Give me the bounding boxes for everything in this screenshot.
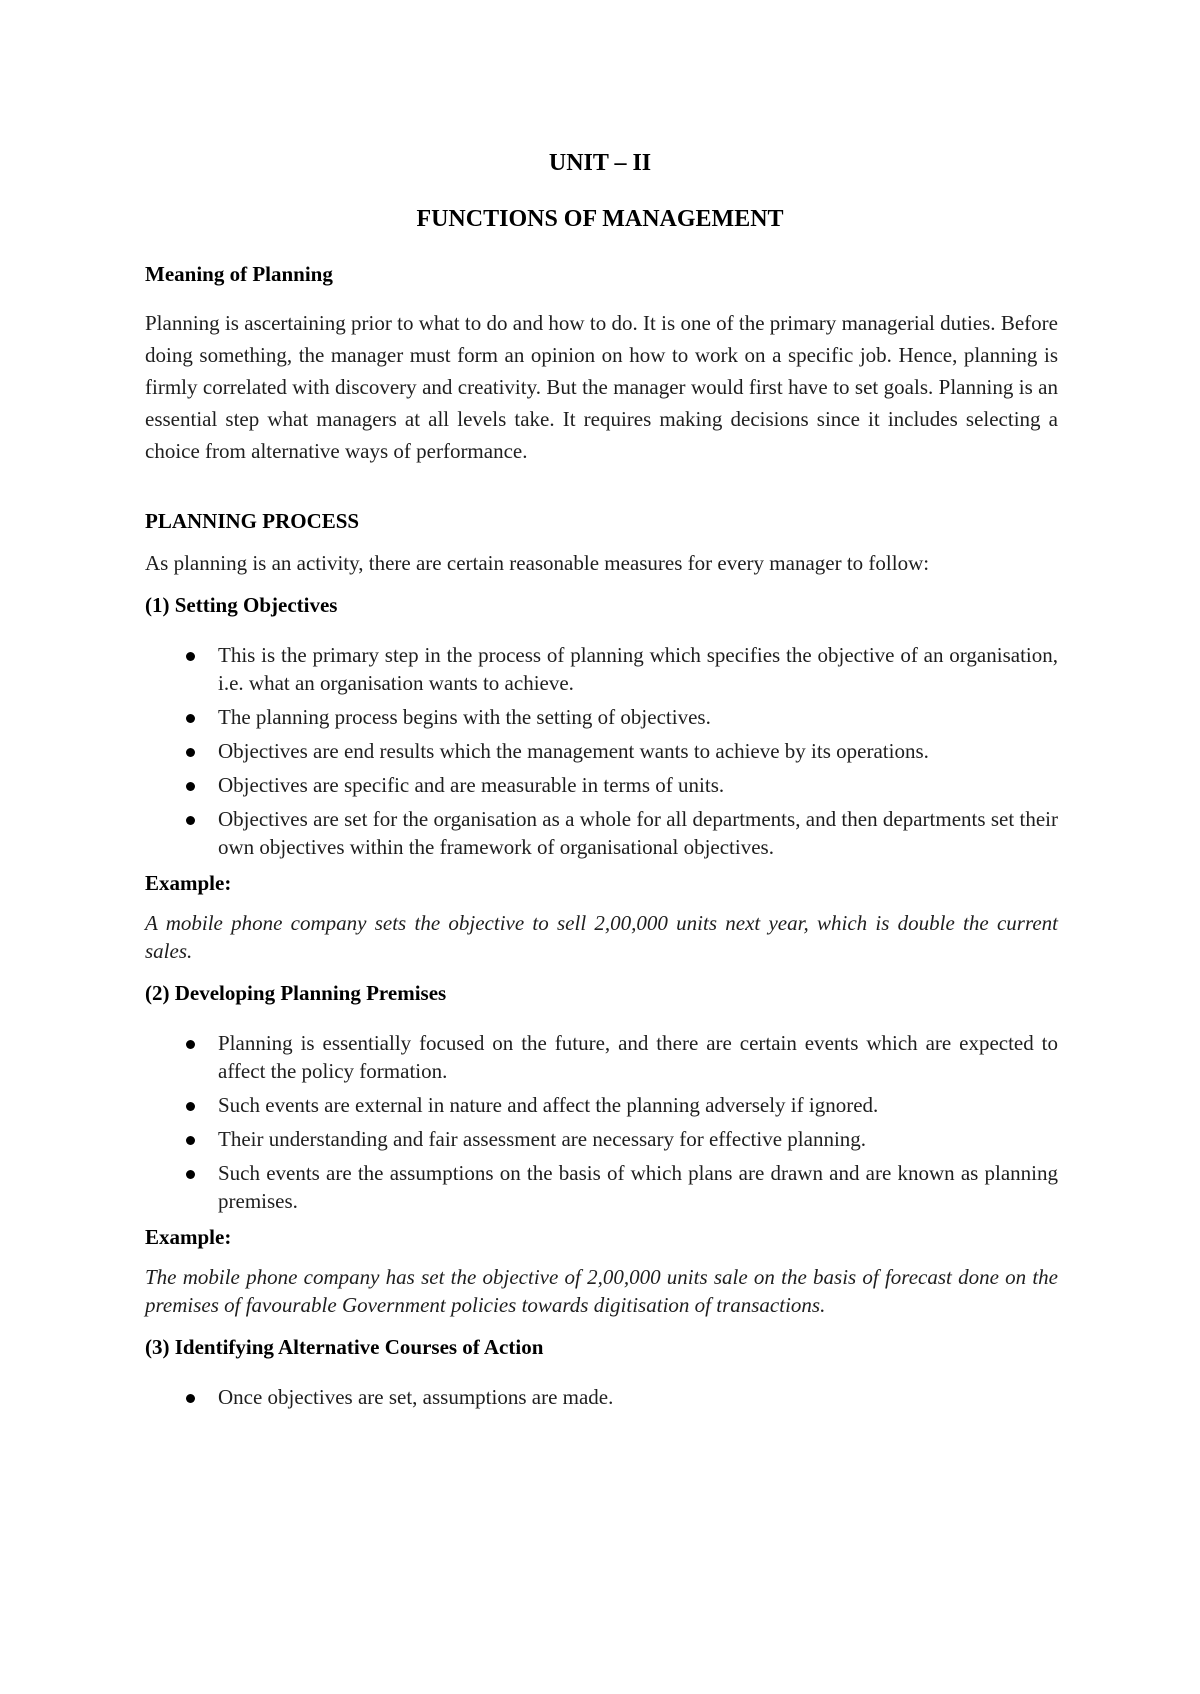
bullet-icon	[186, 1136, 195, 1145]
bullet-icon	[186, 652, 195, 661]
bullet-icon	[186, 748, 195, 757]
bullet-icon	[186, 714, 195, 723]
list-item-text: Planning is essentially focused on the future, and there are certain events which are expected to affect the policy formation.	[218, 1031, 1058, 1083]
list-item-text: Objectives are specific and are measurable in terms of units.	[218, 773, 725, 797]
step1-example-label: Example:	[145, 871, 232, 895]
meaning-paragraph: Planning is ascertaining prior to what to do and how to do. It is one of the primary managerial duties. Before doing something, the manager must form an opinion on how to work on a specific job. Hence, planning is firmly correlated with discovery and creativity. But the manager would first have to set goals. Planning is an essential step what managers at all levels take. It requires making decisions since it includes selecting a choice from alternative ways of performance.	[145, 311, 1058, 463]
document-body	[145, 260, 1058, 1411]
list-item	[145, 1125, 1058, 1153]
bullet-icon	[186, 1170, 195, 1179]
planning-process-intro: As planning is an activity, there are certain reasonable measures for every manager to follow:	[145, 551, 930, 575]
bullet-icon	[186, 1040, 195, 1049]
list-item	[145, 703, 1058, 731]
step1-example-text: A mobile phone company sets the objective to sell 2,00,000 units next year, which is double the current sales.	[145, 911, 1058, 963]
list-item	[145, 1091, 1058, 1119]
list-item-text: Objectives are end results which the management wants to achieve by its operations.	[218, 739, 929, 763]
bullet-icon	[186, 816, 195, 825]
list-item	[145, 1383, 1058, 1411]
list-item	[145, 771, 1058, 799]
meaning-heading: Meaning of Planning	[145, 262, 333, 286]
list-item	[145, 805, 1058, 861]
list-item	[145, 1029, 1058, 1085]
list-item-text: Objectives are set for the organisation as a whole for all departments, and then departments set their own objectives within the framework of organisational objectives.	[218, 807, 1058, 859]
list-item-text: Once objectives are set, assumptions are made.	[218, 1385, 614, 1409]
planning-process-heading: PLANNING PROCESS	[145, 509, 360, 533]
step3-heading: (3) Identifying Alternative Courses of Action	[145, 1335, 544, 1359]
list-item-text: Such events are the assumptions on the basis of which plans are drawn and are known as planning premises.	[218, 1161, 1058, 1213]
bullet-icon	[186, 1394, 195, 1403]
list-item-text: The planning process begins with the setting of objectives.	[218, 705, 711, 729]
list-item	[145, 1159, 1058, 1215]
list-item-text: Such events are external in nature and affect the planning adversely if ignored.	[218, 1093, 879, 1117]
step3-bullet-list	[145, 1383, 1058, 1411]
list-item-text: This is the primary step in the process of planning which specifies the objective of an organisation, i.e. what an organisation wants to achieve.	[218, 643, 1058, 695]
list-item-text: Their understanding and fair assessment are necessary for effective planning.	[218, 1127, 867, 1151]
unit-title: UNIT – II	[548, 150, 652, 176]
step1-bullet-list	[145, 641, 1058, 861]
step2-example-label: Example:	[145, 1225, 232, 1249]
step2-bullet-list	[145, 1029, 1058, 1215]
step1-heading: (1) Setting Objectives	[145, 593, 338, 617]
page-title: FUNCTIONS OF MANAGEMENT	[416, 206, 784, 232]
list-item	[145, 641, 1058, 697]
bullet-icon	[186, 782, 195, 791]
step2-heading: (2) Developing Planning Premises	[145, 981, 447, 1005]
bullet-icon	[186, 1102, 195, 1111]
list-item	[145, 737, 1058, 765]
step2-example-text: The mobile phone company has set the objective of 2,00,000 units sale on the basis of forecast done on the premises of favourable Government policies towards digitisation of transactions.	[145, 1265, 1058, 1317]
